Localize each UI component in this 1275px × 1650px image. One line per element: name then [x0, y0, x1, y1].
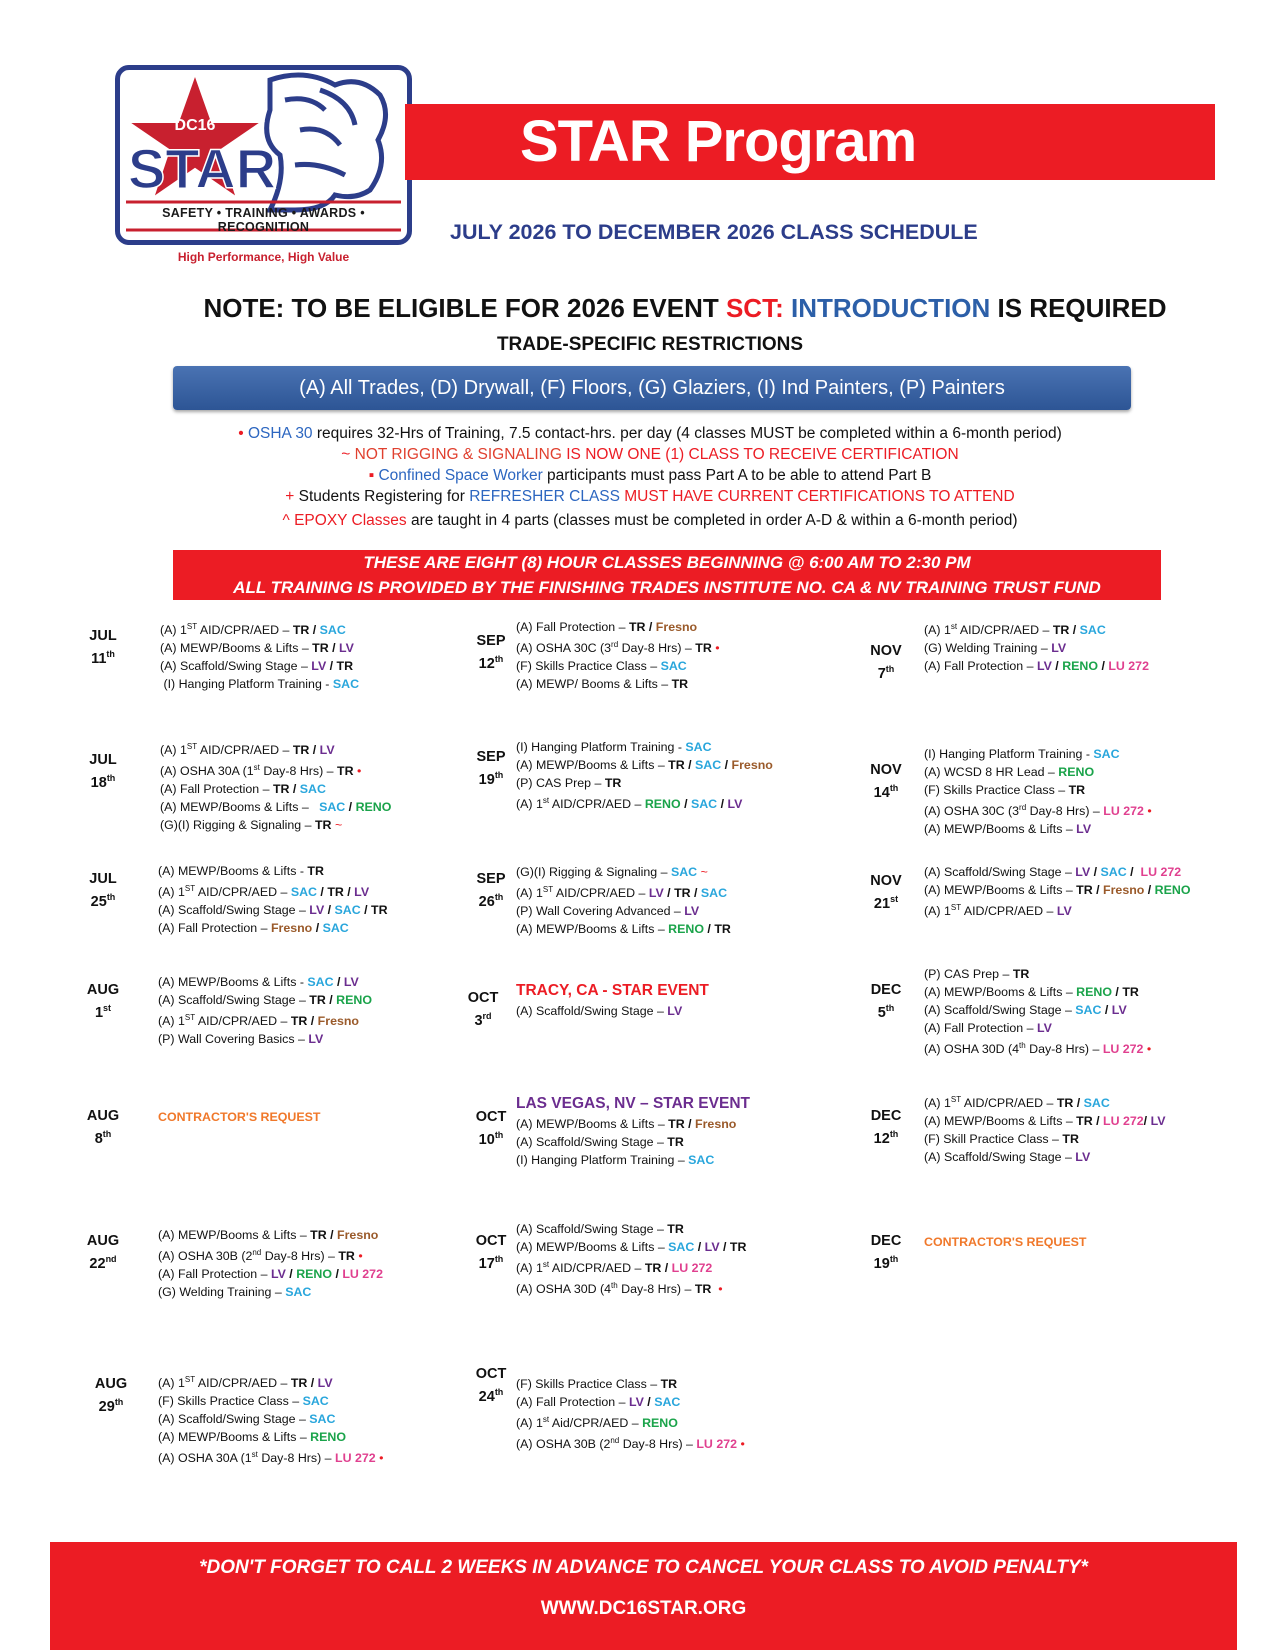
classes-nov-21: (A) Scaffold/Swing Stage – LV / SAC / LU 272 (A) MEWP/Booms & Lifts – TR / Fresno / RENO (A) 1ST AID/CPR/AED – LV [924, 865, 1191, 919]
page-title: STAR Program [520, 109, 917, 174]
note-part2: IS REQUIRED [990, 293, 1167, 323]
classes-nov-14: (I) Hanging Platform Training - SAC (A) WCSD 8 HR Lead – RENO (F) Skills Practice Class – TR (A) OSHA 30C (3rd Day-8 Hrs) – LU 272 • (A) MEWP/Booms & Lifts – LV [924, 747, 1152, 837]
contractor-request-dec-19: CONTRACTOR'S REQUEST [924, 1235, 1087, 1249]
classes-sep-19: (I) Hanging Platform Training - SAC (A) MEWP/Booms & Lifts – TR / SAC / Fresno (P) CAS Prep – TR (A) 1st AID/CPR/AED – RENO / SAC / LV [516, 740, 773, 812]
rule-confined-space [60, 467, 1240, 485]
date-aug-29: AUG 29th [94, 1376, 128, 1415]
date-aug-8: AUG 8th [86, 1108, 120, 1147]
note-intro: INTRODUCTION [783, 293, 991, 323]
classes-oct-17: (A) Scaffold/Swing Stage – TR (A) MEWP/Booms & Lifts – SAC / LV / TR (A) 1st AID/CPR/AED – TR / LU 272 (A) OSHA 30D (4th Day-8 Hrs) – TR • [516, 1222, 747, 1297]
bullet-dot-icon: • [238, 425, 248, 442]
rule-rigging [60, 446, 1240, 464]
classes-jul-18: (A) 1ST AID/CPR/AED – TR / LV (A) OSHA 30A (1st Day-8 Hrs) – TR • (A) Fall Protection – TR / SAC (A) MEWP/Booms & Lifts – SAC / RENO (G)(I) Rigging & Signaling – TR ~ [160, 742, 392, 833]
classes-dec-12: (A) 1ST AID/CPR/AED – TR / SAC (A) MEWP/Booms & Lifts – TR / LU 272/ LV (F) Skill Practice Class – TR (A) Scaffold/Swing Stage – LV [924, 1095, 1166, 1165]
logo-badge: DC16 [174, 117, 216, 134]
rule-rigging-mark: ~ [341, 446, 355, 463]
website-link[interactable]: WWW.DC16STAR.ORG [540, 1598, 747, 1619]
date-oct-24: OCT 24th [475, 1366, 507, 1405]
classes-sep-26: (G)(I) Rigging & Signaling – SAC ~ (A) 1ST AID/CPR/AED – LV / TR / SAC (P) Wall Covering Advanced – LV (A) MEWP/Booms & Lifts – RENO / TR [516, 865, 731, 937]
date-dec-19: DEC 19th [870, 1233, 902, 1272]
classes-aug-29: (A) 1ST AID/CPR/AED – TR / LV (F) Skills Practice Class – SAC (A) Scaffold/Swing Stage – SAC (A) MEWP/Booms & Lifts – RENO (A) OSHA 30A (1st Day-8 Hrs) – LU 272 • [158, 1375, 384, 1466]
hours-line2: ALL TRAINING IS PROVIDED BY THE FINISHING TRADES INSTITUTE NO. CA & NV TRAINING TRUST FUND [233, 578, 1101, 597]
rule-refresher-c: MUST HAVE CURRENT CERTIFICATIONS TO ATTEND [619, 488, 1015, 505]
date-oct-10: OCT 10th [475, 1109, 507, 1148]
date-oct-3: OCT 3rd [467, 990, 499, 1029]
classes-jul-11: (A) 1ST AID/CPR/AED – TR / SAC (A) MEWP/Booms & Lifts – TR / LV (A) Scaffold/Swing Stage – LV / TR (I) Hanging Platform Training - SAC [160, 622, 360, 692]
date-sep-12: SEP 12th [476, 633, 506, 672]
date-nov-21: NOV 21st [870, 873, 902, 912]
date-jul-25: JUL 25th [89, 871, 117, 910]
classes-oct-24: (F) Skills Practice Class – TR (A) Fall Protection – LV / SAC (A) 1st Aid/CPR/AED – RENO (A) OSHA 30B (2nd Day-8 Hrs) – LU 272 • [516, 1377, 745, 1452]
schedule-subtitle: JULY 2026 TO DECEMBER 2026 CLASS SCHEDULE [450, 220, 978, 244]
rule-refresher [60, 488, 1240, 506]
classes-sep-12: (A) Fall Protection – TR / Fresno (A) OSHA 30C (3rd Day-8 Hrs) – TR • (F) Skills Practice Class – SAC (A) MEWP/ Booms & Lifts – TR [516, 620, 720, 692]
date-dec-12: DEC 12th [870, 1108, 902, 1147]
rule-epoxy [60, 512, 1240, 530]
date-nov-7: NOV 7th [870, 643, 902, 682]
classes-nov-7: (A) 1st AID/CPR/AED – TR / SAC (G) Welding Training – LV (A) Fall Protection – LV / RENO / LU 272 [924, 622, 1149, 674]
logo-caption: SAFETY • TRAINING • AWARDS • RECOGNITION [162, 206, 365, 234]
date-sep-19: SEP 19th [476, 749, 506, 788]
rule-refresher-a: Students Registering for [298, 488, 470, 505]
note-sct: SCT: [725, 293, 784, 323]
rule-osha30 [60, 425, 1240, 443]
trades-bar: (A) All Trades, (D) Drywall, (F) Floors, (G) Glaziers, (I) Ind Painters, (P) Painters [173, 366, 1131, 410]
eligibility-note [60, 293, 1275, 324]
date-aug-22: AUG 22nd [86, 1233, 120, 1272]
rule-rigging-text: IS NOW ONE (1) CLASS TO RECEIVE CERTIFICATION [561, 446, 959, 463]
date-jul-11: JUL 11th [89, 628, 117, 667]
date-sep-26: SEP 26th [476, 871, 506, 910]
logo-tagline: High Performance, High Value [177, 250, 350, 264]
bullet-square-icon: ▪ [368, 467, 379, 484]
logo-name: STAR [127, 137, 277, 200]
rule-epoxy-text: are taught in 4 parts (classes must be completed in order A-D & within a 6-month period) [406, 512, 1018, 529]
rule-osha30-text: requires 32-Hrs of Training, 7.5 contact-hrs. per day (4 classes MUST be completed within a 6-month period) [312, 425, 1062, 442]
date-aug-1: AUG 1st [86, 982, 120, 1021]
date-oct-17: OCT 17th [475, 1233, 507, 1272]
classes-jul-25: (A) MEWP/Booms & Lifts - TR (A) 1ST AID/CPR/AED – SAC / TR / LV (A) Scaffold/Swing Stage – LV / SAC / TR (A) Fall Protection – Fresno / SAC [158, 864, 388, 936]
rule-rigging-label: NOT RIGGING & SIGNALING [354, 446, 562, 463]
classes-dec-5: (P) CAS Prep – TR (A) MEWP/Booms & Lifts – RENO / TR (A) Scaffold/Swing Stage – SAC / LV (A) Fall Protection – LV (A) OSHA 30D (4th Day-8 Hrs) – LU 272 • [924, 967, 1152, 1057]
classes-aug-22: (A) MEWP/Booms & Lifts – TR / Fresno (A) OSHA 30B (2nd Day-8 Hrs) – TR • (A) Fall Protection – LV / RENO / LU 272 (G) Welding Training – SAC [158, 1228, 383, 1300]
contractor-request-aug-8: CONTRACTOR'S REQUEST [158, 1110, 321, 1124]
hours-line1: THESE ARE EIGHT (8) HOUR CLASSES BEGINNING @ 6:00 AM TO 2:30 PM [363, 553, 971, 572]
classes-oct-10: LAS VEGAS, NV – STAR EVENT (A) MEWP/Booms & Lifts – TR / Fresno (A) Scaffold/Swing Stage – TR (I) Hanging Platform Training – SAC [516, 1095, 750, 1167]
rule-epoxy-label: ^ EPOXY Classes [282, 512, 407, 529]
date-jul-18: JUL 18th [89, 752, 117, 791]
rule-osha30-label: OSHA 30 [247, 425, 313, 442]
plus-icon: + [285, 488, 299, 505]
restrictions-heading: TRADE-SPECIFIC RESTRICTIONS [496, 334, 804, 355]
note-part1: NOTE: TO BE ELIGIBLE FOR 2026 EVENT [203, 293, 726, 323]
cancel-notice: *DON'T FORGET TO CALL 2 WEEKS IN ADVANCE TO CANCEL YOUR CLASS TO AVOID PENALTY* [199, 1557, 1088, 1578]
rule-confined-text: participants must pass Part A to be able to attend Part B [542, 467, 932, 484]
classes-aug-1: (A) MEWP/Booms & Lifts - SAC / LV (A) Scaffold/Swing Stage – TR / RENO (A) 1ST AID/CPR/AED – TR / Fresno (P) Wall Covering Basics – LV [158, 975, 372, 1047]
classes-oct-3: TRACY, CA - STAR EVENT (A) Scaffold/Swing Stage – LV [516, 982, 709, 1018]
rule-confined-label: Confined Space Worker [378, 467, 543, 484]
rule-refresher-b: REFRESHER CLASS [469, 488, 620, 505]
date-nov-14: NOV 14th [870, 762, 902, 801]
date-dec-5: DEC 5th [870, 982, 902, 1021]
hours-banner [173, 550, 1161, 600]
